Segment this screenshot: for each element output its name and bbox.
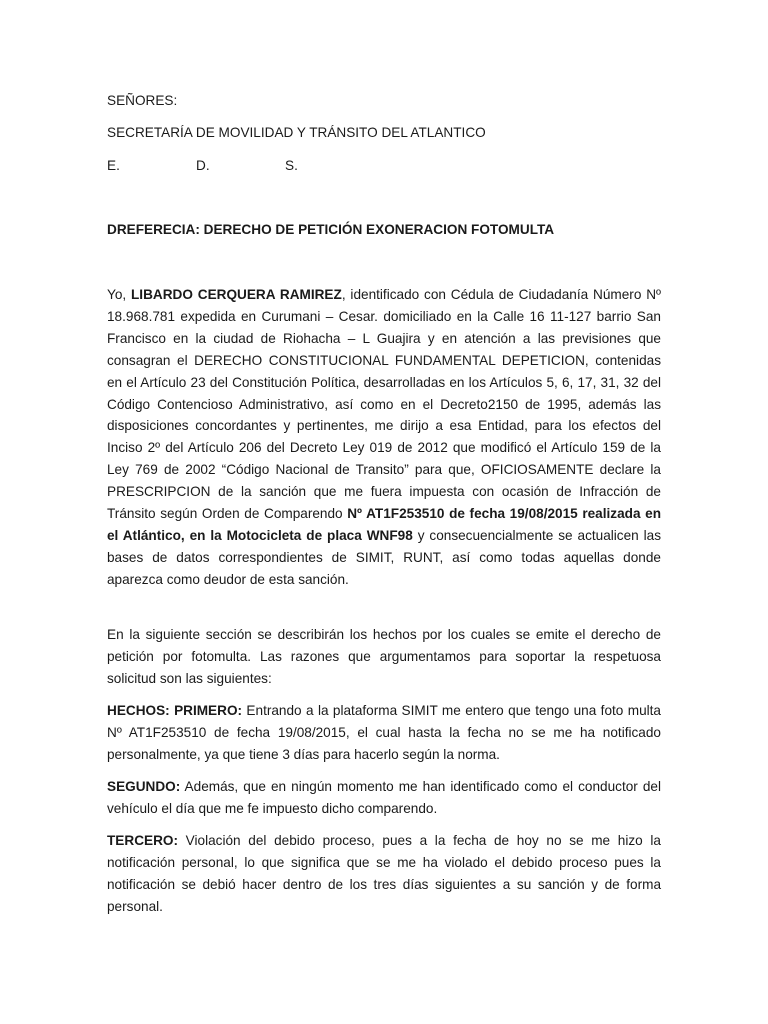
intro-paragraph (107, 284, 661, 591)
subject-line: DREFERECIA: DERECHO DE PETICIÓN EXONERACION FOTOMULTA (107, 222, 555, 237)
fact-first-text: Entrando a la plataforma SIMIT me entero que tengo una foto multa Nº AT1F253510 de fecha 19/08/2015, el cual hasta la fecha no se me ha notificado personalmente, ya que tiene 3 días para hacerlo según la norma. (107, 703, 661, 762)
eds-line (107, 158, 407, 178)
petitioner-name: LIBARDO CERQUERA RAMIREZ (131, 287, 342, 302)
fact-second-paragraph (107, 776, 661, 820)
recipient: SECRETARÍA DE MOVILIDAD Y TRÁNSITO DEL ATLANTICO (107, 125, 486, 140)
fact-second-text: Además, que en ningún momento me han identificado como el conductor del vehículo el día que me fe impuesto dicho comparendo. (107, 779, 661, 816)
fact-first-paragraph (107, 700, 661, 766)
eds-s: S. (285, 158, 298, 173)
fact-second-label: SEGUNDO: (107, 779, 181, 794)
eds-e: E. (107, 158, 120, 173)
section-intro-paragraph: En la siguiente sección se describirán los hechos por los cuales se emite el derecho de petición por fotomulta. Las razones que argumentamos para soportar la respetuosa solicitud son las siguientes: (107, 627, 661, 686)
salutation: SEÑORES: (107, 93, 178, 108)
intro-prefix: Yo, (107, 287, 131, 302)
fact-first-label: HECHOS: PRIMERO: (107, 703, 243, 718)
eds-d: D. (196, 158, 210, 173)
fact-third-text: Violación del debido proceso, pues a la fecha de hoy no se me hizo la notificación personal, lo que significa que se me ha violado el debido proceso pues la notificación se debió hacer dentro de los tres días siguientes a su sanción y de forma personal. (107, 833, 661, 914)
comparendo-reference: Nº AT1F253510 de fecha 19/08/2015 realizada en el Atlántico, en la Motocicleta de placa WNF98 (107, 506, 661, 543)
fact-third-paragraph (107, 830, 661, 918)
intro-body-1: , identificado con Cédula de Ciudadanía Número Nº 18.968.781 expedida en Curumani – Cesar. domiciliado en la Calle 16 11-127 barrio San Francisco en la ciudad de Riohacha – L Guajira y en atención a las previsiones que consagran el DERECHO CONSTITUCIONAL FUNDAMENTAL DEPETICION, contenidas en el Artículo 23 del Constitución Política, desarrolladas en los Artículos 5, 6, 17, 31, 32 del Código Contencioso Administrativo, así como en el Decreto2150 de 1995, además las disposiciones concordantes y pertinentes, me dirijo a esa Entidad, para los efectos del Inciso 2º del Artículo 206 del Decreto Ley 019 de 2012 que modificó el Artículo 159 de la Ley 769 de 2002 “Código Nacional de Transito” para que, OFICIOSAMENTE declare la PRESCRIPCION de la sanción que me fuera impuesta con ocasión de Infracción de Tránsito según Orden de Comparendo (107, 287, 661, 522)
intro-body-2: y consecuencialmente se actualicen las bases de datos correspondientes de SIMIT, RUNT, así como todas aquellas donde aparezca como deudor de esta sanción. (107, 527, 662, 587)
fact-third-label: TERCERO: (107, 833, 178, 848)
